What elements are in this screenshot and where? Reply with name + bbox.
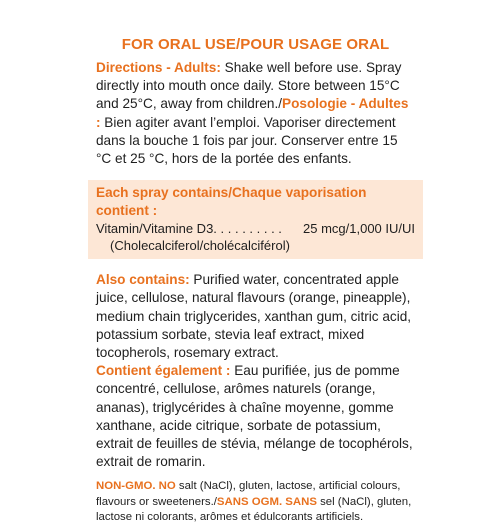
free-of-en-text: salt (NaCl), gluten, lactose, artificial colours, flavours or sweeteners./ (96, 480, 401, 508)
directions-fr-label: Posologie - Adultes : (96, 96, 409, 130)
ingredient-amount: 25 mcg/1,000 IU/UI (303, 221, 415, 237)
directions-paragraph (96, 59, 415, 168)
free-of-fr-text: sel (NaCl), gluten, lactose ni colorants, arômes et édulcorants artificiels. (96, 495, 412, 524)
sans-ogm-label: SANS OGM. SANS (216, 495, 317, 508)
non-gmo-label: NON-GMO. NO (96, 480, 176, 493)
also-contains-en (96, 271, 415, 362)
ingredient-name: Vitamin/Vitamine D3. . . . . . . . . . (96, 221, 282, 237)
directions-en-label: Directions - Adults: (96, 60, 221, 75)
each-spray-box (88, 180, 423, 259)
contient-text: Eau purifiée, jus de pomme concentré, cellulose, arômes naturels (orange, ananas), triglycérides à chaîne moyenne, gomme xanthane, acide citrique, sorbate de potassium, extrait de feuilles de stévia, mélange de tocophérols, extrait de romarin. (96, 363, 413, 470)
each-spray-title: Each spray contains/Chaque vaporisation contient : (96, 185, 367, 219)
directions-en-text: Shake well before use. Spray directly into mouth once daily. Store between 15°C and 25°C, away from children./ (96, 60, 402, 112)
also-contains-fr (96, 362, 415, 471)
directions-fr-text: Bien agiter avant l’emploi. Vaporiser directement dans la bouche 1 fois par jour. Conserver entre 15 °C et 25 °C, hors de la portée des enfants. (96, 114, 398, 167)
ingredient-row (96, 220, 415, 237)
also-contains-label: Also contains: (96, 272, 190, 288)
ingredient-sub: (Cholecalciferol/cholécalciférol) (110, 238, 290, 254)
free-of-paragraph (96, 479, 415, 526)
contient-label: Contient également : (96, 363, 231, 379)
oral-use-heading: FOR ORAL USE/POUR USAGE ORAL (121, 36, 390, 53)
also-contains-text: Purified water, concentrated apple juice, cellulose, natural flavours (orange, pineapple), medium chain triglycerides, xanthan gum, citric acid, potassium sorbate, stevia leaf extract, mixed tocopherols, rosemary extract. (96, 272, 412, 361)
